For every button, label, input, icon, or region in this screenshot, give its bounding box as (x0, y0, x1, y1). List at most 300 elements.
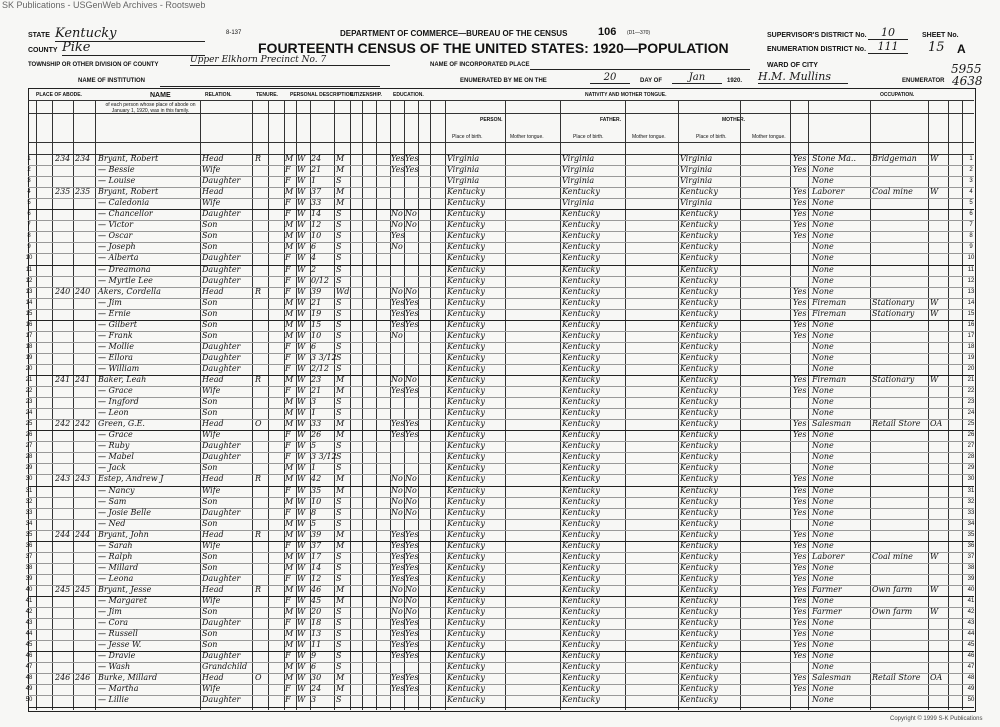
cell-mar: M (336, 673, 345, 683)
cell-race: W (297, 573, 306, 583)
name-column-note: of each person whose place of abode on January 1, 1920, was in this family. (105, 102, 196, 114)
cell-dw: 244 (55, 529, 71, 539)
cell-fam: 240 (75, 286, 91, 296)
cell-age: 42 (311, 474, 322, 484)
subheader-father: FATHER. (600, 117, 622, 123)
cell-mpob: Virginia (680, 154, 713, 163)
cell-eng: Yes (793, 618, 807, 628)
row-number: 25 (25, 421, 33, 428)
cell-read: Yes (391, 154, 405, 163)
cell-mpob: Kentucky (680, 673, 718, 683)
cell-fpob: Kentucky (562, 551, 600, 561)
row-number-right: 45 (967, 642, 975, 649)
cell-race: W (297, 540, 306, 550)
cell-pob: Kentucky (447, 507, 485, 517)
cell-occ: None (812, 253, 834, 263)
cell-ten: R (255, 154, 262, 163)
cell-pob: Kentucky (447, 187, 485, 197)
cell-pob: Kentucky (447, 584, 485, 594)
cell-occ: None (812, 573, 834, 583)
cell-name: — Ruby (98, 441, 130, 451)
cell-sex: F (285, 452, 291, 462)
cell-mpob: Kentucky (680, 220, 718, 230)
row-number: 7 (27, 222, 31, 229)
cell-mar: S (336, 408, 342, 418)
cell-race: W (297, 651, 306, 661)
cell-fpob: Kentucky (562, 662, 600, 672)
cell-cls: W (930, 297, 939, 307)
row-number-right: 39 (967, 575, 975, 582)
cell-write: No (405, 485, 417, 495)
cell-mpob: Kentucky (680, 596, 718, 605)
cell-fpob: Kentucky (562, 220, 600, 230)
cell-race: W (297, 308, 306, 318)
cell-mar: S (336, 651, 342, 661)
cell-sex: M (285, 220, 294, 230)
cell-rel: Daughter (202, 651, 241, 661)
cell-fpob: Kentucky (562, 264, 600, 274)
cell-ind: Coal mine (872, 187, 913, 197)
cell-mar: M (336, 485, 345, 495)
cell-read: No (391, 474, 403, 484)
cell-eng: Yes (793, 187, 807, 197)
cell-write: No (405, 607, 417, 617)
cell-race: W (297, 695, 306, 705)
cell-race: W (297, 562, 306, 572)
cell-occ: Salesman (812, 419, 852, 429)
cell-read: Yes (391, 308, 405, 318)
supervisor-label: SUPERVISOR'S DISTRICT No. (767, 32, 867, 39)
cell-mar: S (336, 330, 342, 340)
form-code: (D1—370) (627, 30, 651, 36)
cell-rel: Head (202, 673, 224, 683)
cell-occ: None (812, 496, 834, 506)
cell-fpob: Kentucky (562, 308, 600, 318)
cell-name: — Myrtle Lee (98, 275, 153, 285)
cell-mpob: Kentucky (680, 695, 718, 705)
cell-mar: S (336, 463, 342, 473)
row-number-right: 27 (967, 443, 975, 450)
cell-write: Yes (405, 618, 419, 628)
cell-fpob: Kentucky (562, 275, 600, 285)
cell-mar: S (336, 551, 342, 561)
cell-eng: Yes (793, 485, 807, 495)
cell-mpob: Kentucky (680, 242, 718, 252)
cell-eng: Yes (793, 154, 807, 163)
cell-race: W (297, 286, 306, 296)
cell-write: No (405, 474, 417, 484)
ward-label: WARD OF CITY (767, 62, 818, 69)
cell-occ: None (812, 231, 834, 241)
cell-sex: F (285, 275, 291, 285)
cell-rel: Head (202, 187, 224, 197)
cell-pob: Kentucky (447, 286, 485, 296)
cell-read: Yes (391, 540, 405, 550)
cell-mar: S (336, 607, 342, 617)
cell-read: Yes (391, 165, 405, 175)
cell-mar: M (336, 540, 345, 550)
cell-pob: Kentucky (447, 441, 485, 451)
cell-sex: M (285, 308, 294, 318)
cell-pob: Kentucky (447, 375, 485, 384)
cell-name: — Leon (98, 408, 129, 418)
cell-pob: Kentucky (447, 540, 485, 550)
cell-pob: Kentucky (447, 341, 485, 351)
incorporated-value (530, 62, 750, 70)
cell-eng: Yes (793, 430, 807, 440)
cell-mpob: Kentucky (680, 286, 718, 296)
cell-write: Yes (405, 430, 419, 440)
cell-name: Burke, Millard (98, 673, 158, 683)
cell-rel: Head (202, 154, 224, 163)
row-number: 13 (25, 288, 33, 295)
cell-mpob: Kentucky (680, 618, 718, 628)
cell-eng: Yes (793, 551, 807, 561)
row-number: 10 (25, 255, 33, 262)
cell-fpob: Kentucky (562, 452, 600, 462)
cell-pob: Kentucky (447, 408, 485, 418)
cell-eng: Yes (793, 507, 807, 517)
cell-fpob: Kentucky (562, 430, 600, 440)
cell-race: W (297, 375, 306, 384)
cell-age: 14 (311, 562, 322, 572)
cell-race: W (297, 485, 306, 495)
cell-mpob: Kentucky (680, 485, 718, 495)
cell-rel: Wife (202, 165, 221, 175)
cell-age: 19 (311, 308, 322, 318)
cell-sex: F (285, 176, 291, 186)
cell-eng: Yes (793, 386, 807, 396)
row-number: 28 (25, 454, 33, 461)
cell-name: — Jesse W. (98, 640, 142, 650)
cell-mpob: Kentucky (680, 375, 718, 384)
cell-eng: Yes (793, 198, 807, 208)
subheader-mother: MOTHER. (722, 117, 746, 123)
cell-read: Yes (391, 529, 405, 539)
cell-name: — Louise (98, 176, 136, 186)
cell-fpob: Kentucky (562, 363, 600, 373)
cell-read: Yes (391, 231, 405, 241)
cell-occ: Salesman (812, 673, 852, 683)
cell-age: 3 (311, 695, 317, 705)
row-number: 37 (25, 553, 33, 560)
cell-mar: S (336, 209, 342, 219)
cell-ten: O (255, 673, 262, 683)
row-number: 31 (25, 487, 33, 494)
cell-age: 21 (311, 165, 322, 175)
row-number-right: 14 (967, 299, 975, 306)
cell-age: 1 (311, 463, 317, 473)
cell-rel: Daughter (202, 573, 241, 583)
cell-age: 35 (311, 485, 322, 495)
row-number: 14 (25, 299, 33, 306)
cell-race: W (297, 430, 306, 440)
cell-write: Yes (405, 297, 419, 307)
cell-write: Yes (405, 651, 419, 661)
cell-pob: Kentucky (447, 573, 485, 583)
cell-age: 11 (311, 640, 322, 650)
cell-sex: M (285, 187, 294, 197)
cell-write: Yes (405, 551, 419, 561)
section-personal: PERSONAL DESCRIPTION. (290, 92, 355, 98)
cell-rel: Wife (202, 596, 221, 605)
cell-fpob: Kentucky (562, 386, 600, 396)
row-number-right: 26 (967, 432, 975, 439)
cell-eng: Yes (793, 308, 807, 318)
cell-fpob: Kentucky (562, 352, 600, 362)
cell-mar: S (336, 452, 342, 462)
cell-mpob: Kentucky (680, 253, 718, 263)
cell-ind: Stationary (872, 375, 915, 384)
cell-age: 13 (311, 629, 322, 639)
cell-name: — Russell (98, 629, 138, 639)
cell-mpob: Kentucky (680, 209, 718, 219)
cell-fpob: Kentucky (562, 441, 600, 451)
cell-age: 33 (311, 198, 322, 208)
row-number: 26 (25, 432, 33, 439)
cell-read: Yes (391, 297, 405, 307)
cell-age: 5 (311, 518, 317, 528)
cell-name: Akers, Cordella (98, 286, 161, 296)
row-number: 36 (25, 542, 33, 549)
cell-race: W (297, 341, 306, 351)
cell-read: Yes (391, 673, 405, 683)
cell-name: — Jim (98, 297, 122, 307)
cell-age: 12 (311, 220, 322, 230)
cell-age: 3 3/12 (311, 352, 337, 362)
cell-mpob: Kentucky (680, 662, 718, 672)
cell-rel: Daughter (202, 441, 241, 451)
census-year: 1920. (727, 78, 743, 84)
cell-race: W (297, 253, 306, 263)
cell-fam: 243 (75, 474, 91, 484)
cell-rel: Wife (202, 430, 221, 440)
cell-race: W (297, 363, 306, 373)
cell-race: W (297, 629, 306, 639)
cell-mar: M (336, 430, 345, 440)
row-number: 44 (25, 631, 33, 638)
cell-sex: M (285, 419, 294, 429)
cell-occ: None (812, 319, 834, 329)
cell-pob: Kentucky (447, 562, 485, 572)
cell-pob: Kentucky (447, 551, 485, 561)
row-number: 2 (27, 167, 31, 174)
cell-mar: S (336, 242, 342, 252)
cell-pob: Kentucky (447, 618, 485, 628)
cell-rel: Son (202, 551, 218, 561)
form-number: 8-137 (226, 30, 242, 36)
cell-cls: OA (930, 673, 943, 683)
cell-age: 0/12 (311, 275, 329, 285)
cell-mar: M (336, 474, 345, 484)
cell-occ: None (812, 330, 834, 340)
row-number-right: 34 (967, 520, 975, 527)
cell-fpob: Virginia (562, 176, 595, 186)
row-number: 46 (25, 653, 33, 660)
cell-name: Bryant, Robert (98, 154, 159, 163)
cell-mar: S (336, 363, 342, 373)
cell-read: No (391, 485, 403, 495)
row-number-right: 6 (969, 211, 973, 218)
cell-name: — Gilbert (98, 319, 137, 329)
cell-sex: M (285, 375, 294, 384)
cell-cls: W (930, 308, 939, 318)
cell-mar: S (336, 275, 342, 285)
grid-header-line (28, 100, 974, 101)
cell-race: W (297, 297, 306, 307)
cell-occ: None (812, 463, 834, 473)
cell-ten: R (255, 474, 262, 484)
cell-write: No (405, 375, 417, 384)
cell-mar: S (336, 441, 342, 451)
cell-mpob: Kentucky (680, 640, 718, 650)
cell-mar: S (336, 341, 342, 351)
cell-race: W (297, 408, 306, 418)
cell-write: Yes (405, 154, 419, 163)
cell-fam: 246 (75, 673, 91, 683)
cell-rel: Head (202, 286, 224, 296)
cell-age: 37 (311, 540, 322, 550)
cell-read: Yes (391, 430, 405, 440)
cell-pob: Virginia (447, 176, 480, 186)
cell-write: No (405, 596, 417, 605)
cell-name: Estep, Andrew J (98, 474, 164, 484)
cell-fpob: Kentucky (562, 341, 600, 351)
cell-age: 21 (311, 297, 322, 307)
cell-mpob: Kentucky (680, 231, 718, 241)
cell-pob: Kentucky (447, 651, 485, 661)
cell-rel: Daughter (202, 695, 241, 705)
cell-write: No (405, 286, 417, 296)
row-number-right: 3 (969, 178, 973, 185)
state-label: STATE (28, 32, 50, 39)
cell-rel: Daughter (202, 507, 241, 517)
cell-fpob: Kentucky (562, 629, 600, 639)
enumeration-value: 111 (868, 40, 908, 54)
cell-sex: F (285, 684, 291, 694)
row-number: 38 (25, 564, 33, 571)
cell-pob: Kentucky (447, 518, 485, 528)
cell-pob: Kentucky (447, 297, 485, 307)
cell-rel: Wife (202, 386, 221, 396)
cell-pob: Kentucky (447, 220, 485, 230)
cell-ind: Coal mine (872, 551, 913, 561)
cell-pob: Kentucky (447, 463, 485, 473)
cell-rel: Daughter (202, 363, 241, 373)
cell-occ: Fireman (812, 308, 847, 318)
cell-write: Yes (405, 684, 419, 694)
cell-occ: None (812, 662, 834, 672)
cell-mpob: Kentucky (680, 297, 718, 307)
day-of-label: DAY OF (640, 78, 663, 84)
cell-age: 12 (311, 573, 322, 583)
sheet-side: A (957, 42, 966, 56)
cell-eng: Yes (793, 529, 807, 539)
cell-dw: 234 (55, 154, 71, 163)
row-number-right: 24 (967, 410, 975, 417)
cell-mar: S (336, 352, 342, 362)
cell-pob: Kentucky (447, 452, 485, 462)
cell-occ: None (812, 286, 834, 296)
row-number: 29 (25, 465, 33, 472)
cell-age: 14 (311, 209, 322, 219)
row-number: 39 (25, 575, 33, 582)
cell-name: — Grace (98, 430, 133, 440)
cell-name: — Oscar (98, 231, 133, 241)
cell-eng: Yes (793, 209, 807, 219)
row-number-right: 12 (967, 277, 975, 284)
cell-occ: Laborer (812, 551, 845, 561)
cell-sex: M (285, 629, 294, 639)
cell-age: 8 (311, 507, 317, 517)
subheader-person: PERSON. (480, 117, 503, 123)
cell-eng: Yes (793, 330, 807, 340)
row-number: 50 (25, 697, 33, 704)
row-number: 16 (25, 321, 33, 328)
cell-read: No (391, 507, 403, 517)
cell-name: — Bessie (98, 165, 135, 175)
cell-write: Yes (405, 419, 419, 429)
enumerator-label: ENUMERATOR (902, 78, 945, 84)
cell-race: W (297, 154, 306, 163)
cell-sex: M (285, 673, 294, 683)
cell-mar: S (336, 573, 342, 583)
row-number: 48 (25, 675, 33, 682)
row-number-right: 35 (967, 531, 975, 538)
cell-race: W (297, 198, 306, 208)
cell-occ: None (812, 386, 834, 396)
cell-rel: Son (202, 463, 218, 473)
cell-read: Yes (391, 640, 405, 650)
cell-sex: F (285, 341, 291, 351)
cell-name: — Wash (98, 662, 131, 672)
cell-age: 1 (311, 176, 317, 186)
cell-pob: Kentucky (447, 695, 485, 705)
cell-name: Green, G.E. (98, 419, 145, 429)
cell-mar: M (336, 165, 345, 175)
cell-occ: Fireman (812, 297, 847, 307)
cell-occ: None (812, 264, 834, 274)
cell-fpob: Kentucky (562, 242, 600, 252)
cell-ten: R (255, 286, 262, 296)
cell-age: 1 (311, 408, 317, 418)
cell-mpob: Kentucky (680, 386, 718, 396)
cell-sex: F (285, 352, 291, 362)
cell-pob: Kentucky (447, 529, 485, 539)
cell-occ: None (812, 452, 834, 462)
cell-age: 3 (311, 397, 317, 407)
row-number: 41 (25, 598, 33, 604)
cell-age: 21 (311, 386, 322, 396)
cell-mar: M (336, 187, 345, 197)
row-number-right: 23 (967, 399, 975, 406)
cell-age: 39 (311, 286, 322, 296)
row-number-right: 10 (967, 255, 975, 262)
cell-age: 2 (311, 264, 317, 274)
cell-race: W (297, 551, 306, 561)
cell-name: — Grace (98, 386, 133, 396)
cell-age: 3 3/12 (311, 452, 337, 462)
cell-cls: W (930, 187, 939, 197)
cell-name: — Sarah (98, 540, 133, 550)
cell-read: Yes (391, 651, 405, 661)
cell-mpob: Kentucky (680, 330, 718, 340)
cell-sex: F (285, 618, 291, 628)
cell-mpob: Kentucky (680, 430, 718, 440)
cell-occ: None (812, 220, 834, 230)
row-number: 19 (25, 354, 33, 361)
cell-fpob: Kentucky (562, 297, 600, 307)
